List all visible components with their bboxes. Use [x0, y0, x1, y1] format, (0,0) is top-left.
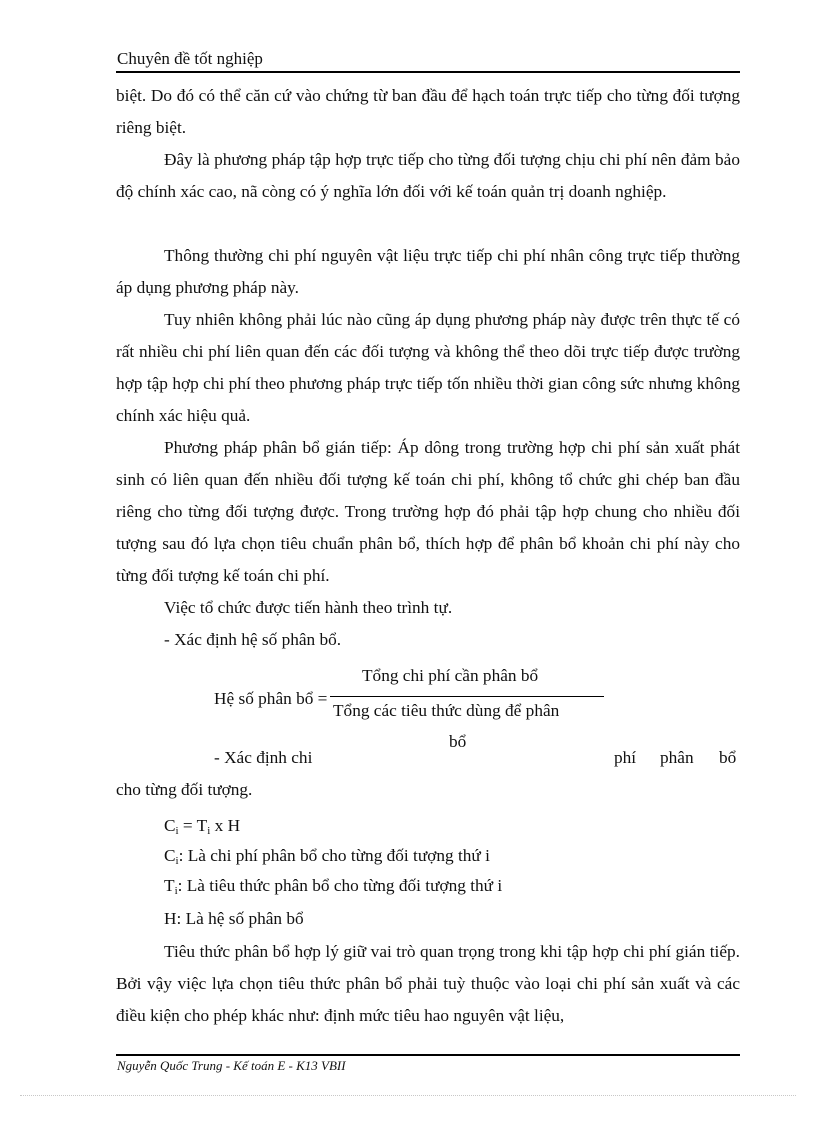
- document-footer: Nguyễn Quốc Trung - Kế toán E - K13 VBII: [117, 1058, 346, 1073]
- page-edge-dotted-line: [20, 1095, 796, 1096]
- fraction-bar: [330, 696, 604, 697]
- formula-denominator: Tổng các tiêu thức dùng để phân: [333, 701, 560, 720]
- paragraph-2: Đây là phương pháp tập hợp trực tiếp cho từng đối tượng chịu chi phí nên đảm bảo độ chính xác cao, nã còng có ý nghĩa lớn đối với kế toán quản trị doanh nghiệp.: [116, 150, 740, 201]
- paragraph-5: Phương pháp phân bổ gián tiếp: Áp dông trong trường hợp chi phí sản xuất phát sinh có liên quan đến nhiều đối tượng kế toán chi phí, không tổ chức ghi chép ban đầu riêng cho từng đối tượng được. Trong trường hợp đó phải tập hợp chung cho nhiều đối tượng sau đó lựa chọn tiêu chuẩn phân bổ, thích hợp để phân bổ khoản chi phí này cho từng đối tượng kế toán chi phí.: [116, 438, 740, 585]
- formula-numerator: Tổng chi phí cần phân bổ: [362, 666, 539, 685]
- definition-ci: $C_i$: Là chi phí phân bổ cho từng đối tượng thứ i: [164, 846, 490, 867]
- step2-part3: phân: [660, 748, 694, 767]
- paragraph-3: Thông thường chi phí nguyên vật liệu trực tiếp chi phí nhân công trực tiếp thường áp dụng phương pháp này.: [116, 246, 740, 297]
- formula-denominator-continued: bổ: [449, 732, 467, 751]
- step2-part1: - Xác định chi: [214, 748, 313, 767]
- equation-ci: $C_i = T_i$ x H: [164, 816, 241, 837]
- step2-part4: bổ: [719, 748, 737, 767]
- paragraph-6: Việc tổ chức được tiến hành theo trình tự.: [164, 598, 453, 617]
- formula-lhs: Hệ số phân bổ =: [214, 689, 328, 708]
- paragraph-7: - Xác định hệ số phân bổ.: [164, 630, 342, 649]
- definition-ti: $T_i$: Là tiêu thức phân bổ cho từng đối tượng thứ i: [164, 876, 503, 897]
- step2-part2: phí: [614, 748, 637, 767]
- document-header-title: Chuyên đề tốt nghiệp: [117, 49, 263, 68]
- paragraph-4: Tuy nhiên không phải lúc nào cũng áp dụng phương pháp này được trên thực tế có rất nhiều chi phí liên quan đến các đối tượng và không thể theo dõi trực tiếp được trường hợp tập hợp chi phí theo phương pháp trực tiếp tốn nhiều thời gian công sức nhưng không chính xác hiệu quả.: [116, 310, 740, 425]
- header-divider: [116, 71, 740, 73]
- definition-h: H: Là hệ số phân bổ: [164, 909, 304, 928]
- step2-continuation: cho từng đối tượng.: [116, 780, 253, 799]
- paragraph-13: Tiêu thức phân bổ hợp lý giữ vai trò quan trọng trong khi tập hợp chi phí gián tiếp. Bởi vậy việc lựa chọn tiêu thức phân bổ phải tuỳ thuộc vào loại chi phí sản xuất và các điều kiện cho phép khác như: định mức tiêu hao nguyên vật liệu,: [116, 942, 740, 1025]
- paragraph-1: biệt. Do đó có thể căn cứ vào chứng từ ban đầu để hạch toán trực tiếp cho từng đối tượng riêng biệt.: [116, 86, 740, 137]
- footer-divider: [116, 1054, 740, 1056]
